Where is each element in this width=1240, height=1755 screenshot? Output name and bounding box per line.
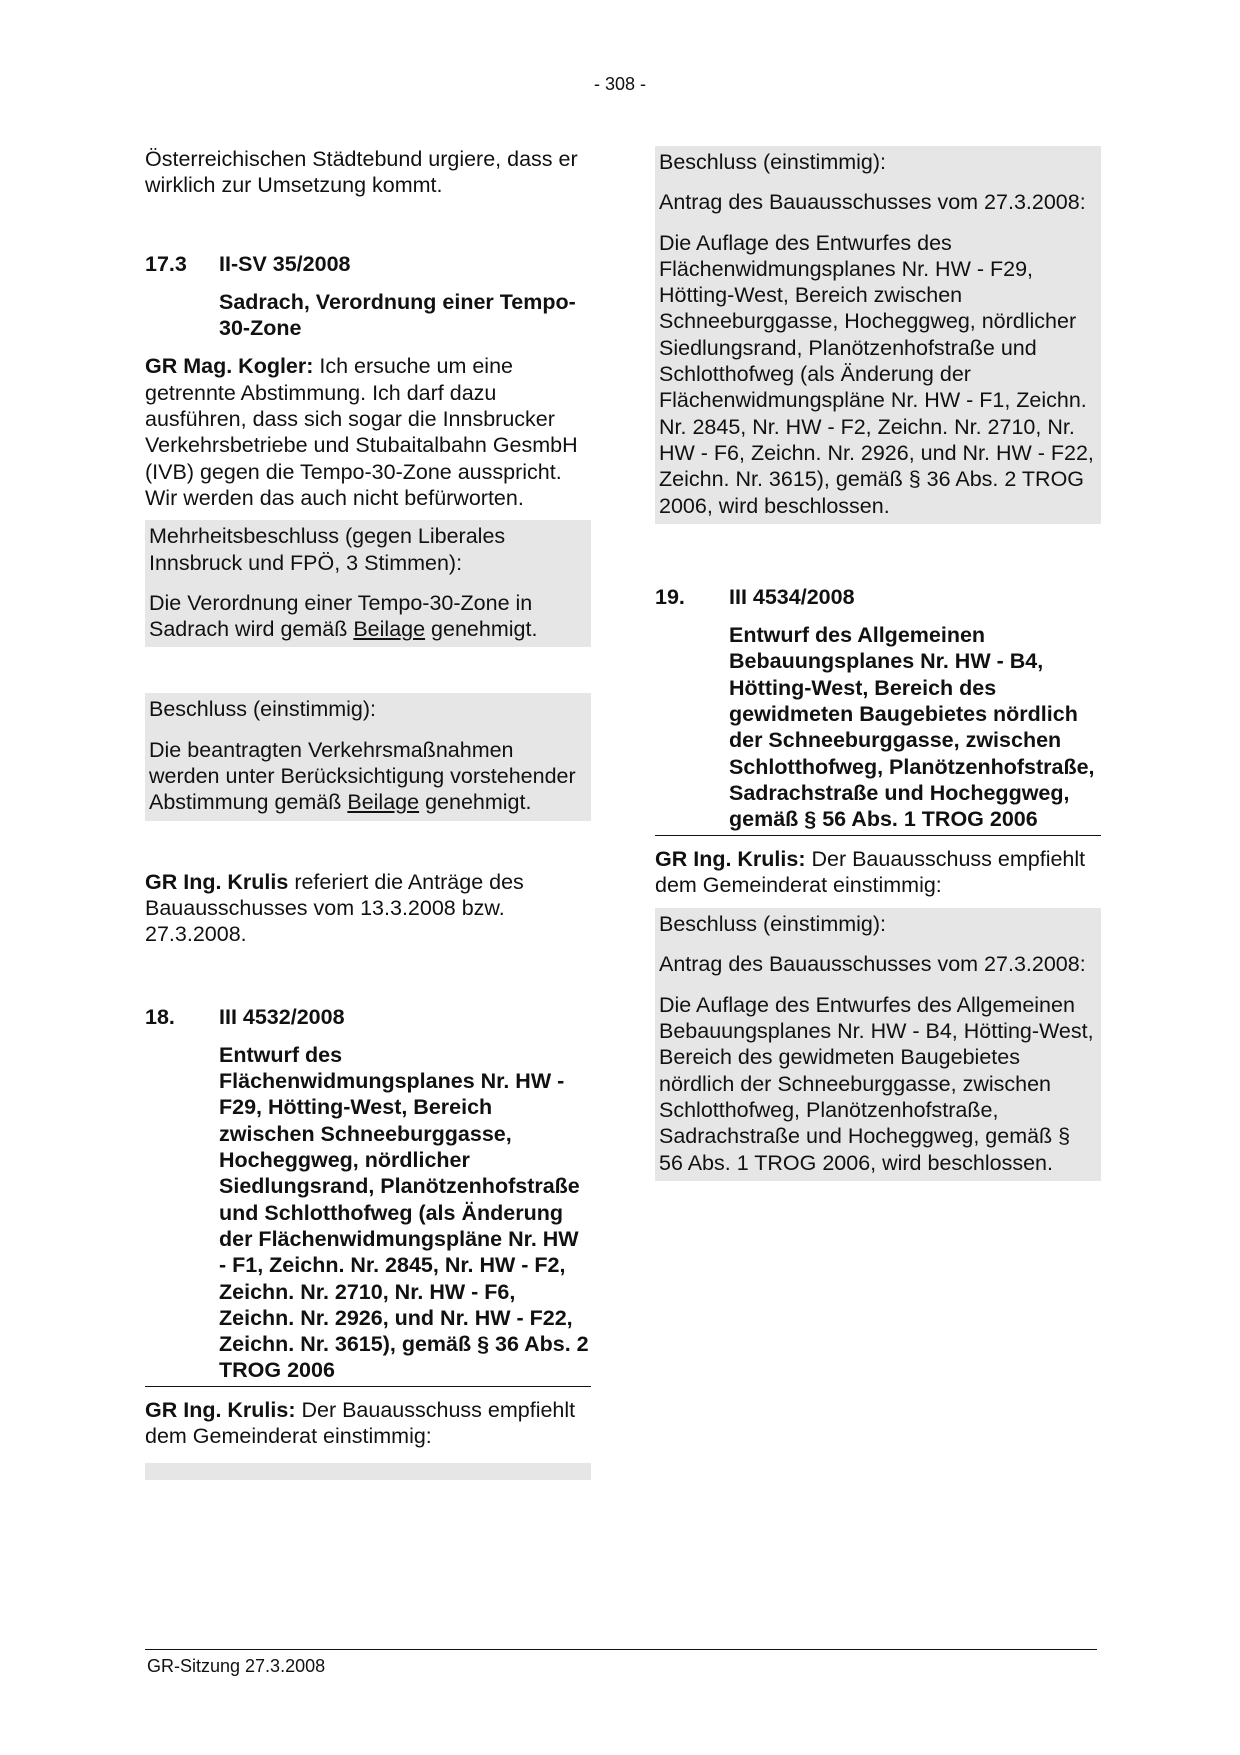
resolution-text — [149, 737, 587, 816]
resolution-heading: Beschluss (einstimmig): — [659, 912, 886, 937]
resolution-text-part: genehmigt. — [425, 617, 538, 642]
resolution-box — [145, 693, 591, 820]
item-title: Entwurf des Flächenwidmungsplanes Nr. HW - F29, Hötting-West, Bereich zwischen Schneeburggasse, Hocheggweg, nördlicher Siedlungsrand, Planötzenhofstraße und Schlotthofweg (als Änderung der Flächenwidmungspläne Nr. HW - F1, Zeichn. Nr. 2845, Nr. HW - F2, Zeichn. Nr. 2710, Nr. HW - F6, Zeichn. Nr. 2926, und Nr. HW - F22, Zeichn. Nr. 3615), gemäß § 36 Abs. 2 TROG 2006 — [219, 1042, 589, 1383]
right-column — [655, 146, 1101, 1181]
item-code: III 4532/2008 — [219, 1004, 345, 1029]
statement-text: Der Bauausschuss empfiehlt dem Gemeinderat einstimmig: — [145, 1397, 576, 1448]
resolution-box — [655, 908, 1101, 1181]
item-number: 19. — [655, 584, 685, 609]
item-17-3-header — [145, 251, 591, 344]
motion-text: Antrag des Bauausschusses vom 27.3.2008: — [659, 190, 1086, 215]
beilage-link[interactable]: Beilage — [353, 617, 426, 642]
resolution-box-continued — [145, 1463, 591, 1480]
speaker-name: GR Ing. Krulis: — [655, 846, 806, 871]
beilage-link[interactable]: Beilage — [347, 790, 420, 815]
speaker-name: GR Mag. Kogler: — [145, 354, 314, 379]
item-code: III 4534/2008 — [729, 584, 855, 609]
krulis-statement — [655, 846, 1101, 899]
resolution-box — [655, 146, 1101, 524]
speaker-name: GR Ing. Krulis: — [145, 1397, 296, 1422]
resolution-heading: Beschluss (einstimmig): — [659, 150, 886, 174]
resolution-text-part: Die beantragten Verkehrsmaßnahmen werden unter Berücksichtigung vorstehender Abstimmung gemäß — [149, 737, 576, 815]
item-title: Entwurf des Allgemeinen Bebauungsplanes Nr. HW - B4, Hötting-West, Bereich des gewidmeten Baugebietes nördlich der Schneeburggasse, zwischen Schlotthofweg, Planötzenhofstraße, Sadrachstraße und Hocheggweg, gemäß § 56 Abs. 1 TROG 2006 — [729, 623, 1095, 832]
resolution-box — [145, 520, 591, 647]
statement-text: Der Bauausschuss empfiehlt dem Gemeinderat einstimmig: — [655, 846, 1086, 897]
intro-text: Österreichischen Städtebund urgiere, dass er wirklich zur Umsetzung kommt. — [145, 147, 578, 198]
resolution-text — [149, 590, 587, 643]
item-18-header — [145, 1004, 591, 1387]
statement-text: referiert die Anträge des Bauausschusses vom 13.3.2008 bzw. 27.3.2008. — [145, 869, 524, 947]
item-title: Sadrach, Verordnung einer Tempo-30-Zone — [219, 289, 576, 341]
resolution-heading: Beschluss (einstimmig): — [149, 697, 376, 722]
page-number: - 308 - — [593, 74, 647, 94]
krulis-intro — [145, 869, 591, 948]
resolution-text: Die Auflage des Entwurfes des Flächenwidmungsplanes Nr. HW - F29, Hötting-West, Bereich zwischen Schneeburggasse, Hocheggweg, nördlicher Siedlungsrand, Planötzenhofstraße und Schlotthofweg (als Änderung der Flächenwidmungspläne Nr. HW - F1, Zeichn. Nr. 2845, Nr. HW - F2, Zeichn. Nr. 2710, Nr. HW - F6, Zeichn. Nr. 2926, und Nr. HW - F22, Zeichn. Nr. 3615), gemäß § 36 Abs. 2 TROG 2006, wird beschlossen. — [659, 230, 1094, 518]
kogler-statement — [145, 353, 591, 511]
krulis-statement — [145, 1397, 591, 1450]
resolution-text-part: Die Verordnung einer Tempo-30-Zone in Sadrach wird gemäß — [149, 590, 533, 642]
footer-divider — [145, 1649, 1097, 1650]
item-number: 18. — [145, 1004, 175, 1029]
resolution-text: Die Auflage des Entwurfes des Allgemeinen Bebauungsplanes Nr. HW - B4, Hötting-West, Bereich des gewidmeten Baugebietes nördlich der Schneeburggasse, zwischen Schlotthofweg, Planötzenhofstraße, Sadrachstraße und Hocheggweg, gemäß § 56 Abs. 1 TROG 2006, wird beschlossen. — [659, 992, 1094, 1175]
speaker-name: GR Ing. Krulis — [145, 869, 289, 894]
footer-text: GR-Sitzung 27.3.2008 — [147, 1656, 326, 1676]
motion-text: Antrag des Bauausschusses vom 27.3.2008: — [659, 952, 1086, 977]
resolution-text-part: genehmigt. — [419, 790, 532, 815]
item-number: 17.3 — [145, 251, 187, 276]
item-19-header — [655, 584, 1101, 836]
left-column — [145, 146, 591, 1480]
resolution-heading: Mehrheitsbeschluss (gegen Liberales Innsbruck und FPÖ, 3 Stimmen): — [149, 524, 506, 575]
statement-text: Ich ersuche um eine getrennte Abstimmung. Ich darf dazu ausführen, dass sich sogar die Innsbrucker Verkehrsbetriebe und Stubaitalbahn GesmbH (IVB) gegen die Tempo-30-Zone ausspricht. Wir werden das auch nicht befürworten. — [145, 354, 578, 510]
item-code: II-SV 35/2008 — [219, 251, 351, 276]
